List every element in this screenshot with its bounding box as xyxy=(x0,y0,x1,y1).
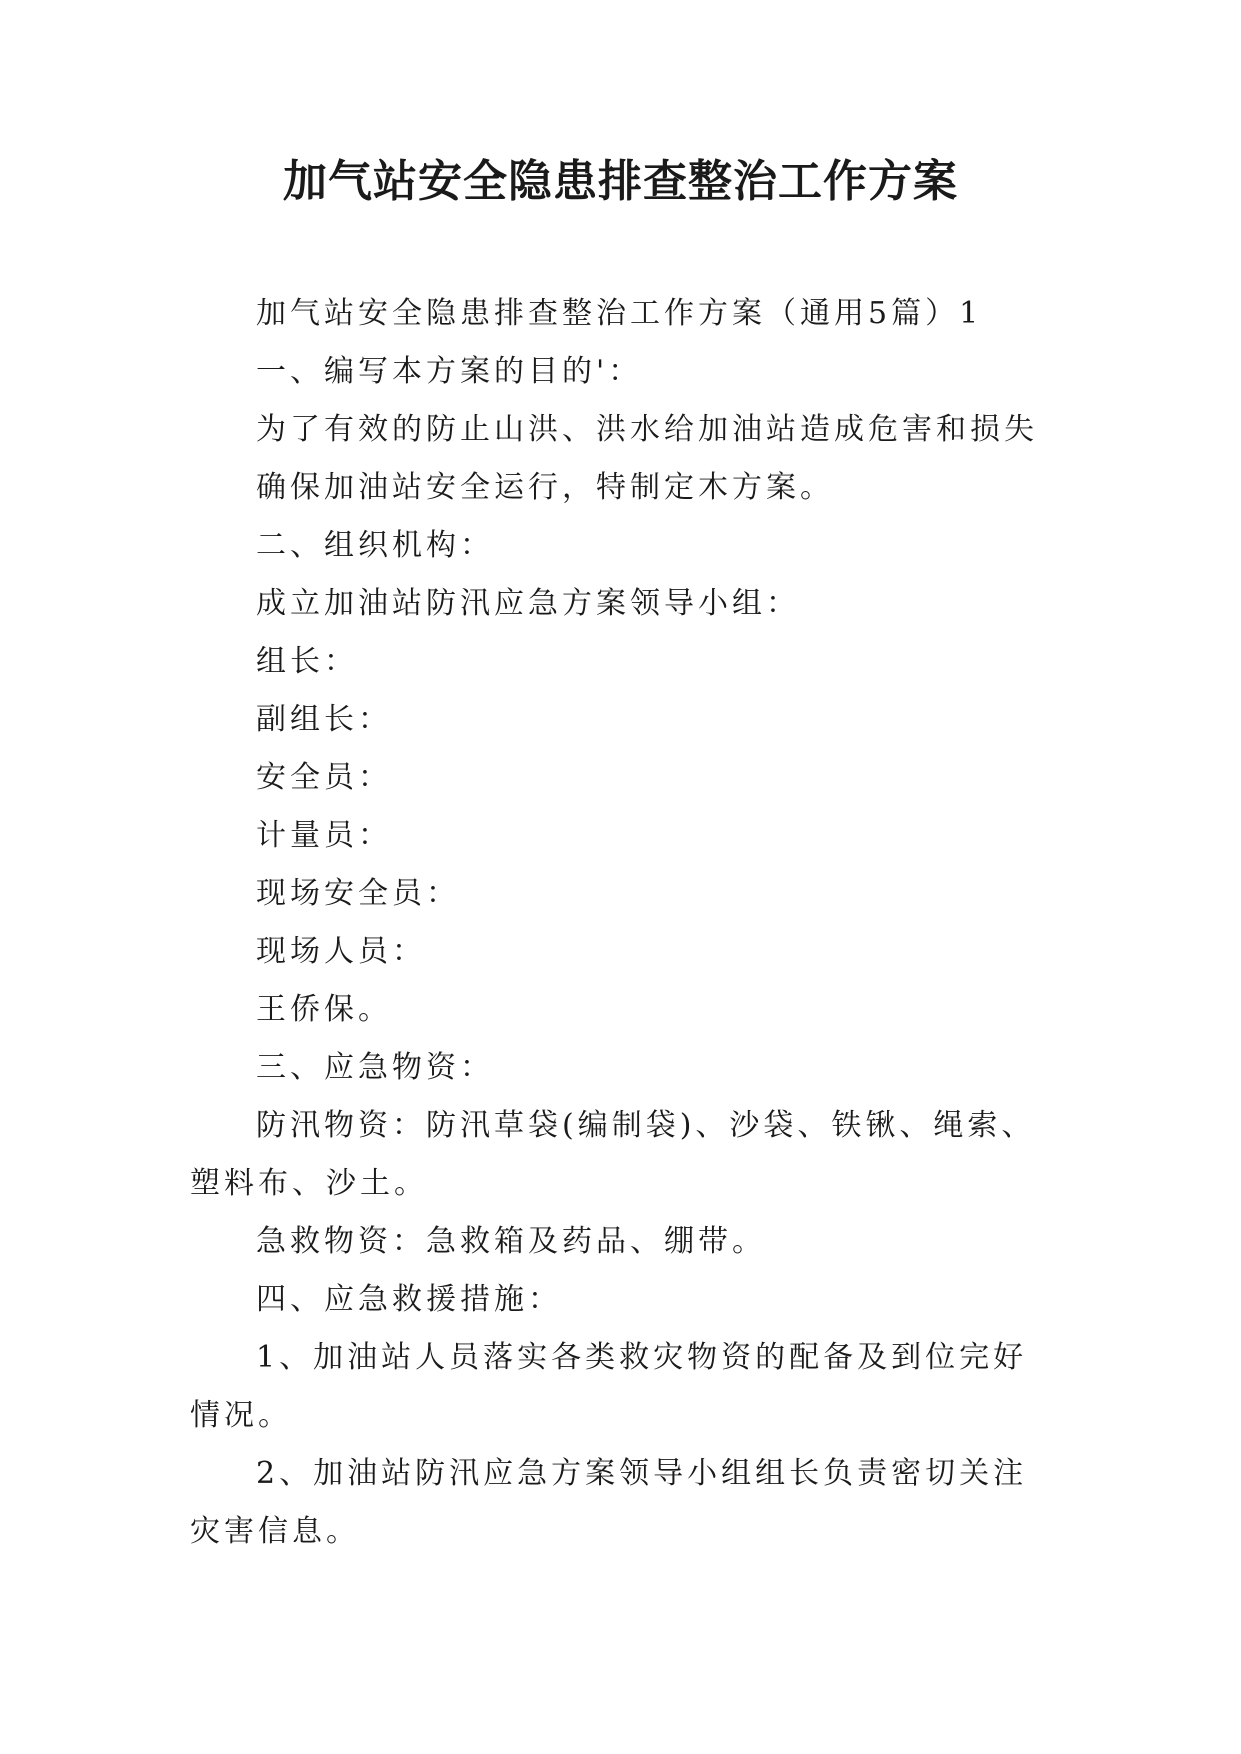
paragraph-leader: 组长： xyxy=(256,644,358,679)
paragraph-section-1-title: 一、编写本方案的目的'： xyxy=(256,354,643,389)
paragraph-site-safety-officer: 现场安全员： xyxy=(256,876,460,911)
paragraph-flood-supplies: 防汛物资：防汛草袋(编制袋)、沙袋、铁锹、绳索、塑料布、沙土。 xyxy=(190,1108,1036,1201)
paragraph-leadership-group: 成立加油站防汛应急方案领导小组： xyxy=(256,586,800,621)
paragraph-measure-2: 2、加油站防汛应急方案领导小组组长负责密切关注灾害信息。 xyxy=(190,1456,1028,1549)
paragraph-safety-officer: 安全员： xyxy=(256,760,392,795)
paragraph-measure-1: 1、加油站人员落实各类救灾物资的配备及到位完好情况。 xyxy=(190,1340,1028,1433)
paragraph-heading: 加气站安全隐患排查整治工作方案（通用5篇）1 xyxy=(256,296,983,331)
paragraph-purpose-line-2: 确保加油站安全运行，特制定木方案。 xyxy=(256,470,834,505)
document-title: 加气站安全隐患排查整治工作方案 xyxy=(283,156,958,207)
paragraph-site-staff: 现场人员： xyxy=(256,934,426,969)
document-body xyxy=(190,285,1060,1561)
paragraph-deputy-leader: 副组长： xyxy=(256,702,392,737)
paragraph-metering-officer: 计量员： xyxy=(256,818,392,853)
paragraph-section-3-title: 三、应急物资： xyxy=(256,1050,494,1085)
paragraph-section-4-title: 四、应急救援措施： xyxy=(256,1282,562,1317)
paragraph-first-aid-supplies: 急救物资：急救箱及药品、绷带。 xyxy=(256,1224,766,1259)
paragraph-purpose-line-1: 为了有效的防止山洪、洪水给加油站造成危害和损失 xyxy=(256,412,1038,447)
paragraph-section-2-title: 二、组织机构： xyxy=(256,528,494,563)
paragraph-staff-name: 王侨保。 xyxy=(256,992,392,1027)
